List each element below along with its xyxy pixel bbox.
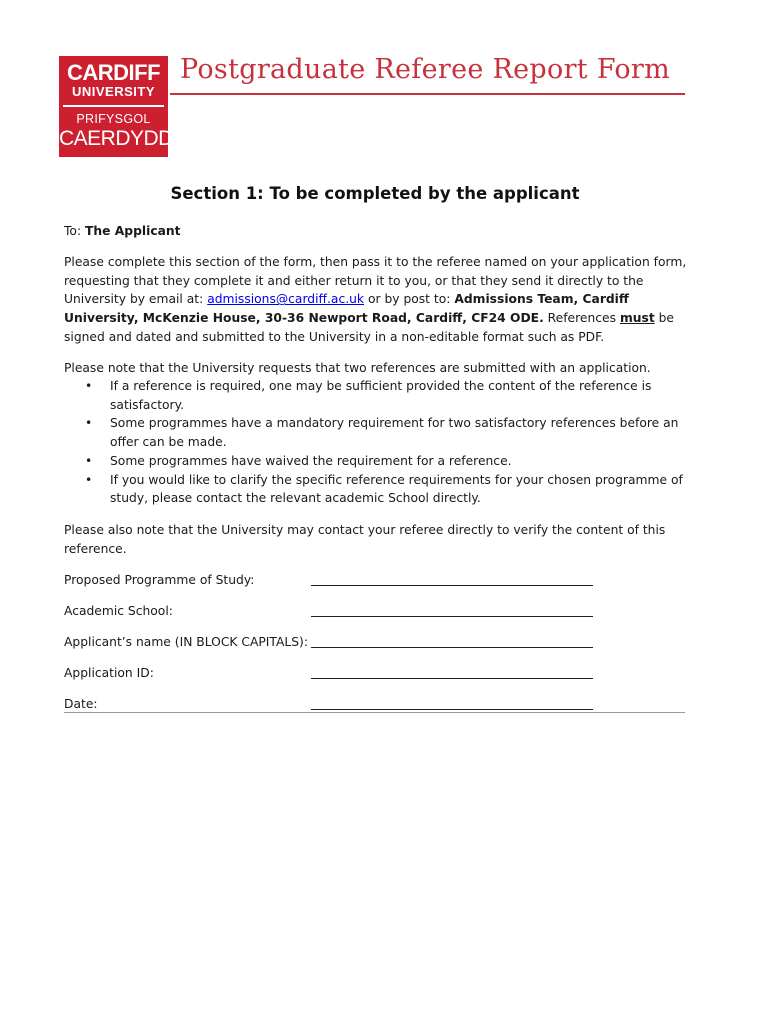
list-item [64, 414, 689, 451]
programme-label: Proposed Programme of Study: [64, 573, 255, 587]
intro-text-2: or by post to: [367, 292, 451, 307]
title-underline [170, 93, 685, 95]
intro-text-4: be signed and dated and submitted to the University in a non-editable format such as PDF. [64, 311, 674, 344]
applicant-name-field[interactable] [311, 647, 593, 648]
logo-line-university: UNIVERSITY [71, 84, 155, 99]
date-field[interactable] [311, 709, 593, 710]
section-title: Section 1: To be completed by the applicant [170, 184, 580, 203]
to-value: The Applicant [85, 224, 181, 238]
list-item [64, 471, 689, 508]
bullet-icon: • [85, 379, 93, 393]
admissions-email-link[interactable]: admissions@cardiff.ac.uk [207, 292, 365, 307]
logo-line-caerdydd: CAERDYDD [59, 127, 173, 150]
intro-paragraph [64, 253, 689, 347]
intro-text-3: References [547, 311, 617, 326]
logo-divider [63, 105, 164, 107]
list-item-text: If a reference is required, one may be sufficient provided the content of the reference is satisfactory. [110, 379, 652, 412]
bullet-icon: • [85, 416, 93, 431]
logo-line-cardiff: CARDIFF [66, 60, 161, 85]
list-item [64, 452, 689, 471]
verification-note: Please also note that the University may contact your referee directly to verify the content of this reference. [64, 523, 666, 556]
list-item [64, 377, 689, 414]
applicant-name-label: Applicant’s name (IN BLOCK CAPITALS): [64, 635, 308, 649]
section-bottom-rule [64, 712, 685, 713]
application-id-field[interactable] [311, 678, 593, 679]
list-item-text: Some programmes have a mandatory requirement for two satisfactory references before an offer can be made. [110, 416, 679, 450]
date-label: Date: [64, 697, 98, 711]
bullet-icon: • [85, 472, 93, 487]
school-field[interactable] [311, 616, 593, 617]
bullet-icon: • [85, 453, 93, 468]
programme-field[interactable] [311, 585, 593, 586]
to-line [64, 222, 689, 241]
school-label: Academic School: [64, 604, 173, 618]
postal-address: Admissions Team, Cardiff University, McKenzie House, 30-36 Newport Road, Cardiff, CF24 ODE. [64, 292, 629, 326]
list-item-text: Some programmes have waived the requirement for a reference. [110, 453, 512, 468]
cardiff-university-logo [59, 56, 173, 157]
form-title: Postgraduate Referee Report Form [180, 54, 671, 85]
intro-text-1: Please complete this section of the form, then pass it to the referee named on your application form, requesting that they complete it and either return it to you, or that they send it directly to the University by email at: [64, 255, 687, 307]
list-item-text: If you would like to clarify the specific reference requirements for your chosen programme of study, please contact the relevant academic School directly. [110, 472, 683, 506]
requirements-list [64, 377, 689, 508]
application-id-label: Application ID: [64, 666, 154, 680]
logo-line-prifysgol: PRIFYSGOL [76, 112, 151, 126]
must-emphasis: must [619, 311, 655, 326]
note-paragraph: Please note that the University requests that two references are submitted with an application. [64, 361, 651, 375]
to-label: To: [64, 224, 82, 238]
